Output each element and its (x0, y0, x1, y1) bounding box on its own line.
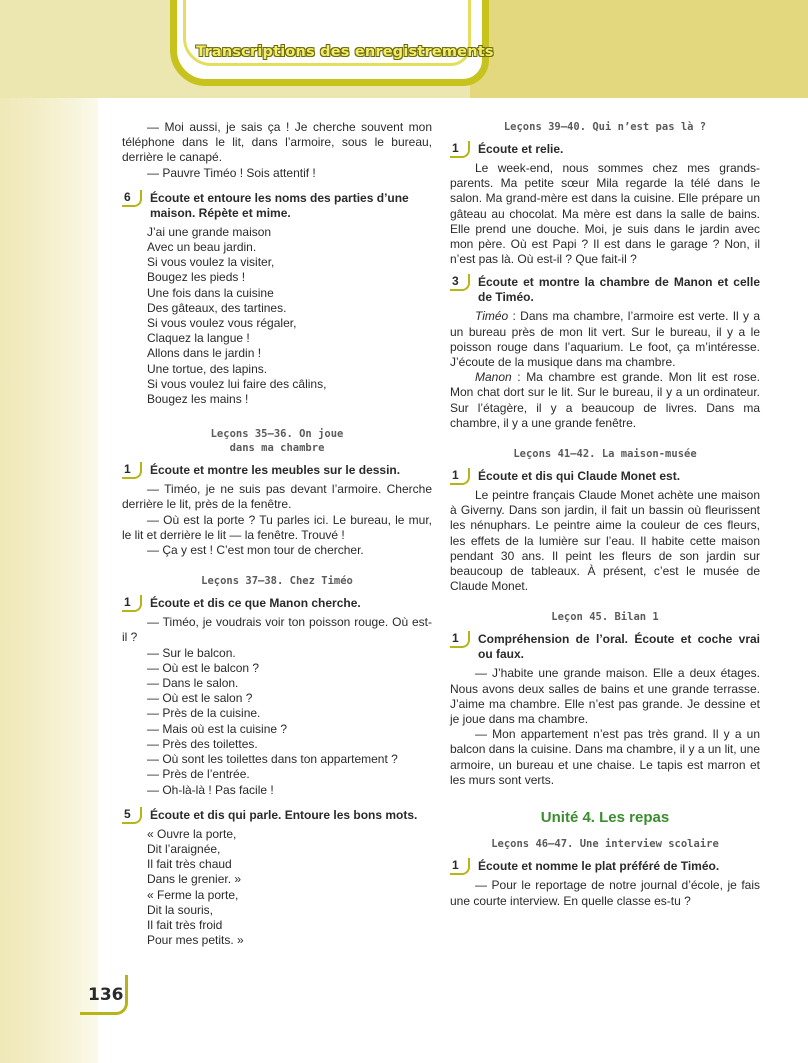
exercise-title: Écoute et entoure les noms des parties d’une maison. Répète et mime. (150, 190, 409, 220)
exercise-heading (122, 191, 432, 221)
paragraph: Le week-end, nous sommes chez mes grands-parents. Ma petite sœur Mila regarde la télé dans le salon. Ma grand-mère est dans la cuisine. Elle prépare un gâteau au chocolat. Ma mère est dans la salle de bains. Elle prend une douche. Moi, je suis dans le jardin avec mon père. Où est Papi ? Il est dans le garage ? Non, il n’est pas là. Où est-il ? Que fait-il ? (450, 161, 760, 267)
exercise-number: 1 (450, 631, 470, 648)
poem-line: Dit l’araignée, (147, 841, 221, 856)
paragraph: — Pauvre Timéo ! Sois attentif ! (147, 165, 316, 180)
paragraph: Le peintre français Claude Monet achète une maison à Giverny. Dans son jardin, il fait un bassin où fleurissent les nénuphars. Le peintre aime la couleur de ces fleurs, les effets de la lumière sur l’eau. Il habite cette maison pendant 30 ans. Il peint les fleurs de son jardin sur beaucoup de tableaux. À présent, c’est le musée de Claude Monet. (450, 488, 760, 594)
unit-title: Unité 4. Les repas (540, 809, 670, 827)
poem-line: J’ai une grande maison (147, 224, 272, 239)
paragraph: — Timéo, je voudrais voir ton poisson rouge. Où est-il ? (122, 615, 432, 645)
dialogue-line: — Près de l’entrée. (147, 767, 250, 782)
dialogue-line: — Mais où est la cuisine ? (147, 721, 288, 736)
poem-line: Bougez les pieds ! (147, 270, 246, 285)
exercise-number: 1 (450, 858, 470, 875)
left-decorative-strip (0, 0, 98, 1063)
exercise-heading (450, 859, 760, 874)
dialogue-line: — Dans le salon. (147, 676, 239, 691)
poem-line: Bougez les mains ! (147, 392, 249, 407)
header-accent-panel (470, 0, 808, 98)
right-column (450, 120, 760, 909)
exercise-number: 3 (450, 274, 470, 291)
lesson-heading: Leçons 46—47. Une interview scolaire (491, 838, 719, 851)
exercise-title: Écoute et dis qui parle. Entoure les bons mots. (150, 807, 418, 822)
speaker-text: : Ma chambre est grande. Mon lit est rose. Mon chat dort sur le lit. Sur le bureau, il y a un ordinateur. Sur l’étagère, il y a beaucoup de livres. Dans ma chambre, il y a une grande fenêtre. (450, 370, 760, 430)
poem-line: Il fait très chaud (147, 857, 232, 872)
exercise-heading (450, 632, 760, 662)
poem-line: Si vous voulez lui faire des câlins, (147, 376, 327, 391)
exercise-title: Écoute et montre les meubles sur le dessin. (150, 463, 401, 478)
exercise-title: Compréhension de l’oral. Écoute et coche vrai ou faux. (478, 632, 760, 662)
page-header-title: Transcriptions des enregistrements (196, 44, 494, 60)
poem-line: Si vous voulez vous régaler, (147, 316, 297, 331)
poem-line: Claquez la langue ! (147, 331, 250, 346)
poem-line: « Ferme la porte, (147, 887, 239, 902)
exercise-number: 1 (122, 462, 142, 479)
paragraph: — Ça y est ! C’est mon tour de chercher. (147, 543, 364, 558)
exercise-heading (122, 808, 432, 823)
poem-line: Des gâteaux, des tartines. (147, 300, 287, 315)
poem-line: Si vous voulez la visiter, (147, 255, 275, 270)
exercise-number: 1 (450, 141, 470, 158)
poem (122, 225, 432, 407)
lesson-heading: Leçons 39—40. Qui n’est pas là ? (503, 121, 707, 133)
paragraph: — Timéo, je ne suis pas devant l’armoire. Cherche derrière le lit, près de la fenêtre. (122, 482, 432, 512)
poem-line: Pour mes petits. » (147, 933, 244, 948)
exercise-heading (450, 142, 760, 157)
poem-line: Une tortue, des lapins. (147, 361, 268, 376)
dialogue-line: — Près des toilettes. (147, 736, 258, 751)
left-column (122, 120, 432, 948)
poem-line: Avec un beau jardin. (147, 240, 257, 255)
exercise-title: Écoute et montre la chambre de Manon et celle de Timéo. (478, 275, 760, 305)
paragraph: — Où est la porte ? Tu parles ici. Le bureau, le mur, le lit et derrière le lit — la fenêtre. Trouvé ! (122, 512, 432, 542)
paragraph: — J’habite une grande maison. Elle a deux étages. Nous avons deux salles de bains et une grande terrasse. J’aime ma chambre. Elle n’est pas grande. Je dessine et je joue dans ma chambre. (450, 666, 760, 727)
exercise-heading (122, 596, 432, 611)
speaker-name: Manon (475, 370, 512, 385)
paragraph: — Moi aussi, je sais ça ! Je cherche souvent mon téléphone dans le lit, dans l’armoire, sous le bureau, derrière le canapé. (122, 120, 432, 165)
poem-line: Dans le grenier. » (147, 872, 242, 887)
page-number: 136 (80, 975, 128, 1015)
dialogue-line: — Où est le salon ? (147, 691, 253, 706)
poem-line: Il fait très froid (147, 917, 223, 932)
exercise-title: Écoute et relie. (478, 142, 564, 156)
lesson-title-line: Leçons 35—36. On joue (210, 428, 344, 441)
poem (122, 827, 432, 949)
poem-line: « Ouvre la porte, (147, 826, 237, 841)
exercise-heading (122, 463, 432, 478)
speaker-text: : Dans ma chambre, l’armoire est verte. Il y a un bureau près de mon lit vert. Sur le bureau, il y a le poisson rouge dans l’aquarium. Le foot, ça m’intéresse. J’écoute de la musique dans ma chambre. (450, 309, 760, 370)
lesson-heading: Leçons 37—38. Chez Timéo (201, 575, 353, 588)
paragraph (450, 370, 760, 431)
paragraph: — Pour le reportage de notre journal d’école, je fais une courte interview. En quelle classe es-tu ? (450, 878, 760, 908)
lesson-heading: Leçon 45. Bilan 1 (551, 611, 659, 624)
dialogue-line: — Où est le balcon ? (147, 660, 260, 675)
dialogue-line: — Près de la cuisine. (147, 706, 261, 721)
dialogue-line: — Sur le balcon. (147, 645, 236, 660)
poem-line: Allons dans le jardin ! (147, 346, 262, 361)
paragraph: — Mon appartement n’est pas très grand. Il y a un balcon dans la cuisine. Dans ma chambre, il y a un lit, une armoire, un bureau et une chaise. Le tapis est marron et les murs sont verts. (450, 727, 760, 787)
exercise-number: 1 (450, 468, 470, 485)
dialogue-line: — Où sont les toilettes dans ton appartement ? (147, 752, 398, 767)
exercise-title: Écoute et nomme le plat préféré de Timéo. (478, 859, 720, 874)
exercise-number: 5 (122, 807, 142, 824)
poem-line: Dit la souris, (147, 902, 214, 917)
lesson-heading (122, 427, 432, 455)
poem-line: Une fois dans la cuisine (147, 285, 274, 300)
speaker-name: Timéo (475, 309, 509, 324)
exercise-heading (450, 275, 760, 305)
exercise-title: Écoute et dis ce que Manon cherche. (150, 596, 361, 611)
lesson-title-line: dans ma chambre (229, 442, 325, 455)
exercise-number: 6 (122, 190, 142, 207)
exercise-number: 1 (122, 595, 142, 612)
exercise-heading (450, 469, 760, 484)
exercise-title: Écoute et dis qui Claude Monet est. (478, 469, 681, 484)
dialogue-line: — Oh-là-là ! Pas facile ! (147, 782, 274, 797)
paragraph (450, 309, 760, 370)
dialogue (122, 646, 432, 798)
lesson-heading: Leçons 41—42. La maison-musée (513, 448, 697, 461)
